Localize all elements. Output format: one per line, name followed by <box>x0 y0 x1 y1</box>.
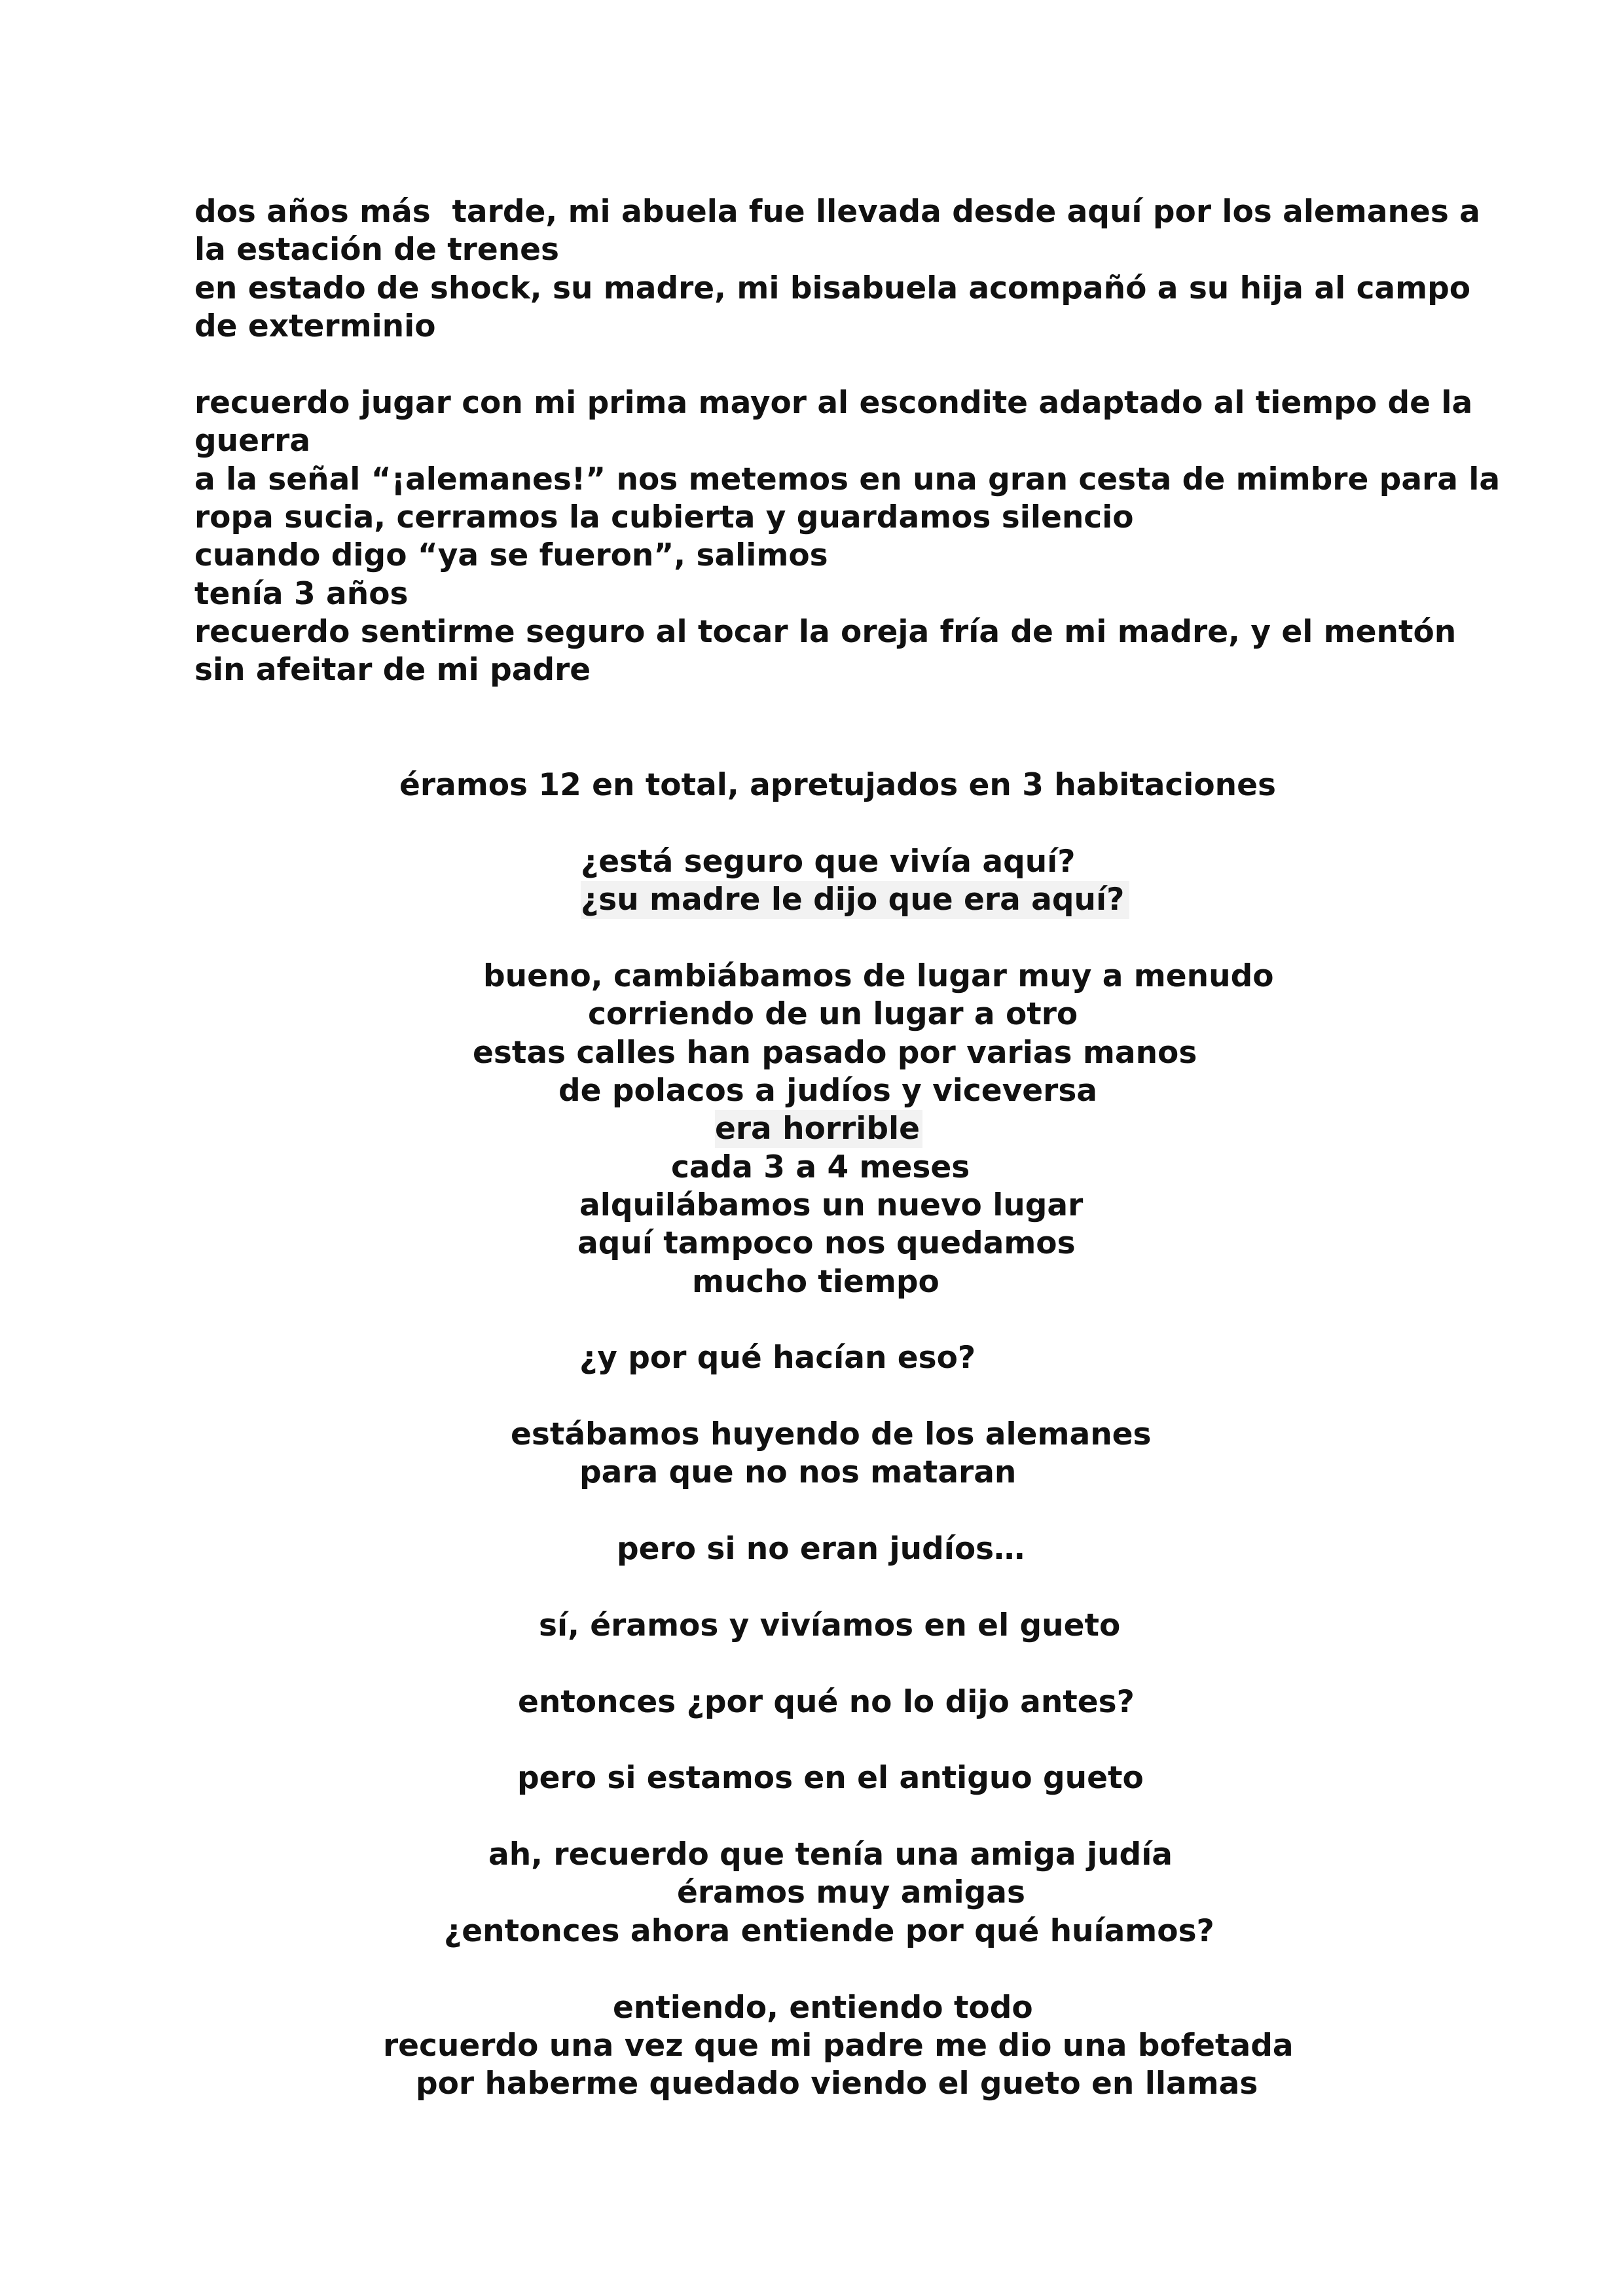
dialogue-line: estas calles han pasado por varias manos <box>473 1035 1197 1071</box>
dialogue-line: corriendo de un lugar a otro <box>588 996 1078 1032</box>
dialogue-line: alquilábamos un nuevo lugar <box>579 1187 1084 1223</box>
text-line: dos años más tarde, mi abuela fue llevada desde aquí por los alemanes a <box>194 194 1480 230</box>
dialogue-line: ah, recuerdo que tenía una amiga judía <box>488 1837 1173 1873</box>
dialogue-line: sí, éramos y vivíamos en el gueto <box>539 1607 1121 1643</box>
text-line: guerra <box>194 423 311 459</box>
dialogue-line: entonces ¿por qué no lo dijo antes? <box>518 1684 1135 1720</box>
dialogue-line: ¿entonces ahora entiende por qué huíamos? <box>444 1913 1214 1949</box>
dialogue-line: pero si no eran judíos… <box>617 1531 1025 1567</box>
dialogue-line: aquí tampoco nos quedamos <box>577 1225 1076 1261</box>
dialogue-line: entiendo, entiendo todo <box>613 1990 1033 2026</box>
text-line: tenía 3 años <box>194 576 409 612</box>
text-line: la estación de trenes <box>194 232 560 268</box>
dialogue-line: era horrible <box>715 1110 922 1148</box>
dialogue-line: ¿su madre le dijo que era aquí? <box>581 881 1129 919</box>
dialogue-line: ¿está seguro que vivía aquí? <box>581 844 1076 880</box>
text-line: cuando digo “ya se fueron”, salimos <box>194 537 828 573</box>
dialogue-line: éramos 12 en total, apretujados en 3 habitaciones <box>399 767 1276 803</box>
dialogue-line: de polacos a judíos y viceversa <box>558 1073 1098 1109</box>
dialogue-line: mucho tiempo <box>692 1264 939 1300</box>
dialogue-line: bueno, cambiábamos de lugar muy a menudo <box>483 958 1274 994</box>
text-line: de exterminio <box>194 308 436 344</box>
dialogue-line: estábamos huyendo de los alemanes <box>511 1416 1152 1452</box>
dialogue-line: recuerdo una vez que mi padre me dio una bofetada <box>383 2028 1294 2064</box>
text-line: recuerdo jugar con mi prima mayor al escondite adaptado al tiempo de la <box>194 385 1473 421</box>
text-line: en estado de shock, su madre, mi bisabuela acompañó a su hija al campo <box>194 270 1471 306</box>
dialogue-line: éramos muy amigas <box>677 1874 1025 1910</box>
text-line: sin afeitar de mi padre <box>194 652 591 688</box>
text-line: a la señal “¡alemanes!” nos metemos en una gran cesta de mimbre para la <box>194 461 1501 497</box>
dialogue-line: ¿y por qué hacían eso? <box>579 1340 976 1376</box>
dialogue-line: pero si estamos en el antiguo gueto <box>517 1760 1144 1796</box>
dialogue-line: por haberme quedado viendo el gueto en llamas <box>416 2066 1258 2102</box>
dialogue-line: cada 3 a 4 meses <box>671 1149 970 1185</box>
dialogue-line: para que no nos mataran <box>579 1454 1017 1490</box>
text-line: recuerdo sentirme seguro al tocar la oreja fría de mi madre, y el mentón <box>194 614 1457 650</box>
text-line: ropa sucia, cerramos la cubierta y guardamos silencio <box>194 499 1134 535</box>
